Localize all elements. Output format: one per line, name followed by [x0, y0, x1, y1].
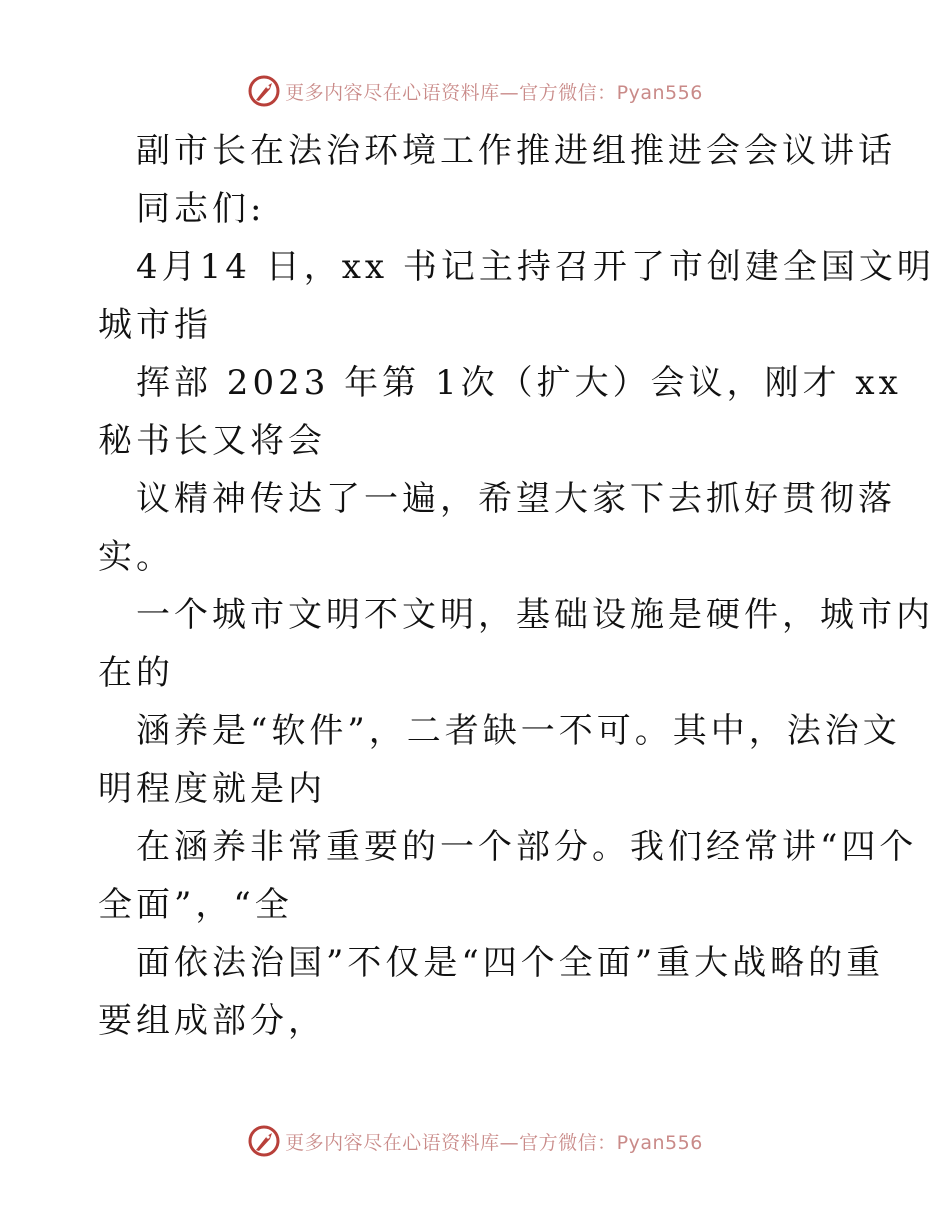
- pen-nib-logo-icon: [247, 1124, 281, 1158]
- footer-banner-text: 更多内容尽在心语资料库—官方微信：Pyan556: [285, 1131, 703, 1154]
- paragraph-line: 涵养是“软件”，二者缺一不可。其中，法治文: [136, 711, 901, 751]
- paragraph-line: 明程度就是内: [98, 769, 326, 809]
- paragraph-line: 城市指: [98, 305, 212, 345]
- salutation: 同志们:: [136, 189, 266, 229]
- header-banner: [0, 71, 950, 111]
- paragraph-line: 在涵养非常重要的一个部分。我们经常讲“四个: [136, 827, 918, 867]
- paragraph-line: 实。: [98, 537, 174, 577]
- footer-banner: [0, 1121, 950, 1161]
- paragraph-line: 挥部 2023 年第 1次（扩大）会议，刚才 xx: [136, 363, 902, 403]
- document-body: [98, 122, 935, 1050]
- document-title: 副市长在法治环境工作推进组推进会会议讲话: [136, 131, 896, 171]
- paragraph-line: 秘书长又将会: [98, 421, 326, 461]
- paragraph-line: 议精神传达了一遍，希望大家下去抓好贯彻落: [136, 479, 896, 519]
- header-banner-text: 更多内容尽在心语资料库—官方微信：Pyan556: [285, 81, 703, 104]
- paragraph-line: 一个城市文明不文明，基础设施是硬件，城市内: [136, 595, 934, 635]
- pen-nib-logo-icon: [247, 74, 281, 108]
- paragraph-line: 面依法治国”不仅是“四个全面”重大战略的重: [136, 943, 885, 983]
- paragraph-line: 全面”，“全: [98, 885, 293, 925]
- paragraph-line: 要组成部分，: [98, 1001, 326, 1041]
- paragraph-line: 4月14 日，xx 书记主持召开了市创建全国文明: [136, 247, 935, 287]
- paragraph-line: 在的: [98, 653, 174, 693]
